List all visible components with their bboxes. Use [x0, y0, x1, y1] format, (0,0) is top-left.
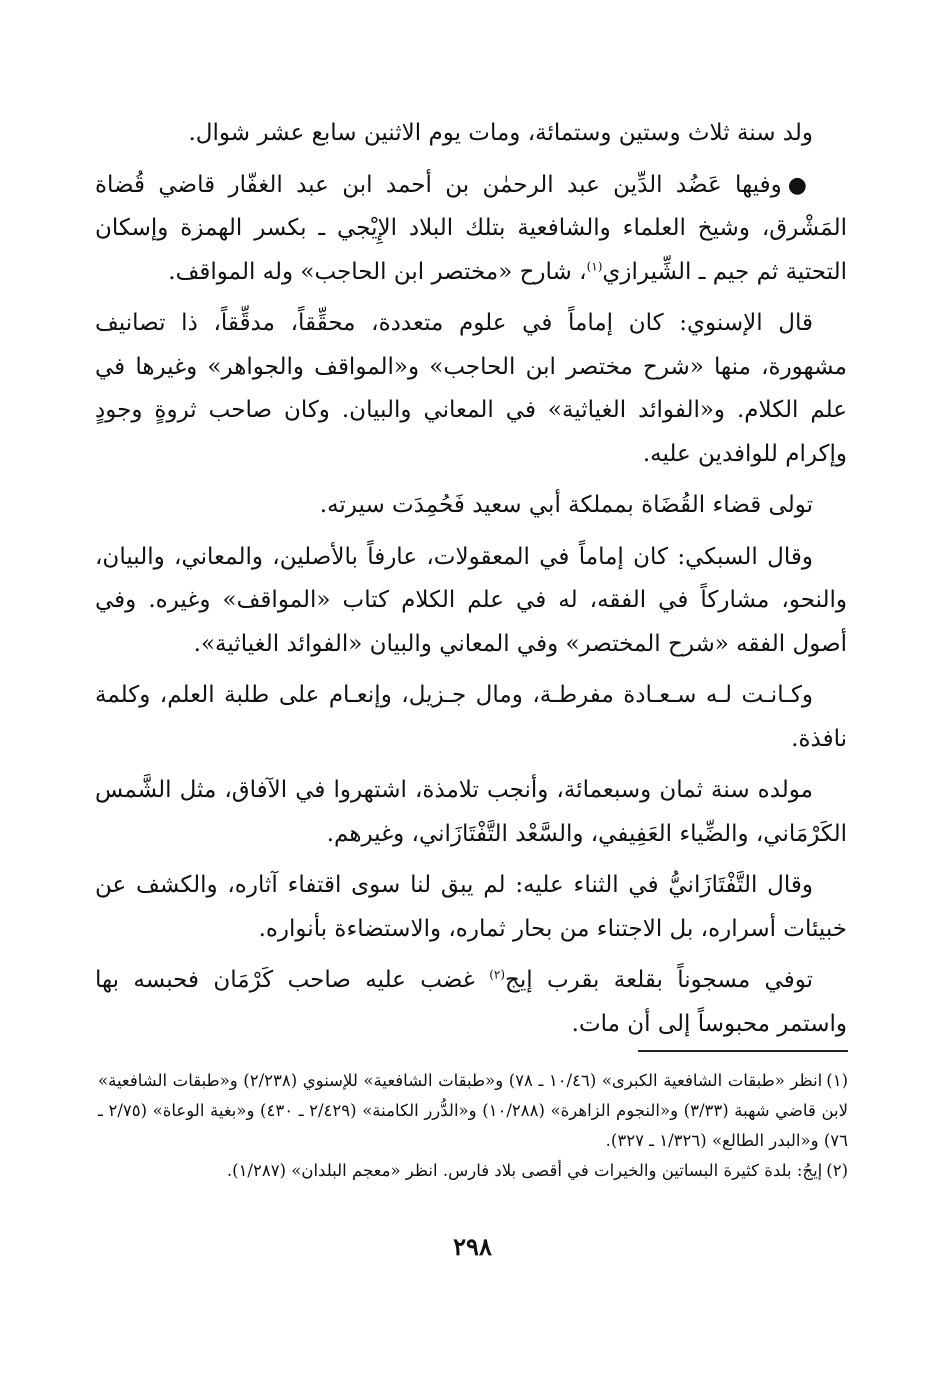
footnotes-section [98, 1066, 848, 1186]
paragraph-text: تولى قضاء القُضَاة بمملكة أبي سعيد فَحُمِدَت سيرته. [319, 492, 813, 518]
paragraph-wealth [95, 674, 847, 761]
paragraph-death [95, 959, 847, 1046]
paragraph-students [95, 769, 847, 856]
paragraph-isnawi-quote [95, 302, 847, 476]
footnote-number: (٢) [826, 1161, 848, 1180]
paragraph-adud-ad-din-intro [95, 164, 847, 295]
paragraph-text: قال الإسنوي: كان إماماً في علوم متعددة، محقِّقاً، مدقِّقاً، ذا تصانيف مشهورة، منها «شرح مختصر ابن الحاجب» و«المواقف والجواهر» وغيرها في علم الكلام. و«الفوائد الغياثية» في المعاني والبيان. وكان صاحب ثروةٍ وجودٍ وإكرام للوافدين عليه. [95, 310, 847, 467]
footnote-text: انظر «طبقات الشافعية الكبرى» (١٠/٤٦ ـ ٧٨) و«طبقات الشافعية» للإسنوي (٢/٢٣٨) و«طبقات الشافعية» لابن قاضي شهبة (٣/٣٣) و«النجوم الزاهرة» (١٠/٢٨٨) و«الدُّرر الكامنة» (٢/٤٢٩ ـ ٤٣٠) و«بغية الوعاة» (٢/٧٥ ـ ٧٦) و«البدر الطالع» (١/٣٢٦ ـ ٣٢٧). [98, 1071, 849, 1150]
paragraph-birth-death [95, 112, 847, 156]
bullet-icon: ● [787, 172, 813, 198]
paragraph-taftazani-praise [95, 864, 847, 951]
paragraph-text: مولده سنة ثمان وسبعمائة، وأنجب تلامذة، اشتهروا في الآفاق، مثل الشَّمس الكَرْمَاني، والضِّياء العَفِيفي، والسَّعْد التَّفْتَازَاني، وغيرهم. [95, 777, 847, 847]
footnote-separator [638, 1050, 848, 1052]
paragraph-text: توفي مسجوناً بقلعة بقرب إيج [505, 967, 814, 993]
footnote-text: إيجُ: بلدة كثيرة البساتين والخيرات في أقصى بلاد فارس. انظر «معجم البلدان» (١/٢٨٧). [226, 1161, 823, 1180]
paragraph-text: وقال التَّفْتَازَانيُّ في الثناء عليه: لم يبق لنا سوى اقتفاء آثاره، والكشف عن خبيئات أسراره، بل الاجتناء من بحار ثماره، والاستضاءة بأنواره. [95, 872, 847, 942]
paragraph-text: ولد سنة ثلاث وستين وستمائة، ومات يوم الاثنين سابع عشر شوال. [188, 120, 813, 146]
paragraph-judgeship [95, 484, 847, 528]
page-number: ٢٩٨ [453, 1232, 492, 1261]
paragraph-text: وقال السبكي: كان إماماً في المعقولات، عارفاً بالأصلين، والمعاني، والبيان، والنحو، مشاركاً في الفقه، له في علم الكلام كتاب «المواقف» وغيره. وفي أصول الفقه «شرح المختصر» وفي المعاني والبيان «الفوائد الغياثية». [95, 543, 847, 657]
footnote-1 [98, 1066, 848, 1156]
paragraph-text: غضب عليه صاحب كَرْمَان فحبسه بها واستمر محبوساً إلى أن مات. [95, 967, 847, 1037]
footnote-ref-1: (١) [586, 258, 603, 273]
paragraph-text: وكـانـت لـه سـعـادة مفرطـة، ومال جـزيل، وإنعـام على طلبة العلم، وكلمة نافذة. [95, 682, 847, 752]
footnote-2 [98, 1156, 848, 1186]
footnote-ref-2: (٢) [489, 967, 506, 982]
footnote-number: (١) [826, 1071, 848, 1090]
paragraph-subki-quote [95, 536, 847, 667]
main-text-body [95, 112, 847, 1054]
paragraph-text: ، شارح «مختصر ابن الحاجب» وله المواقف. [168, 258, 587, 285]
paragraph-text: وفيها عَضُد الدِّين عبد الرحمٰن بن أحمد ابن عبد الغفّار قاضي قُضاة المَشْرق، وشيخ العلماء والشافعية بتلك البلاد الإِيْجي ـ بكسر الهمزة وإسكان التحتية ثم جيم ـ الشِّيرازي [95, 171, 847, 285]
